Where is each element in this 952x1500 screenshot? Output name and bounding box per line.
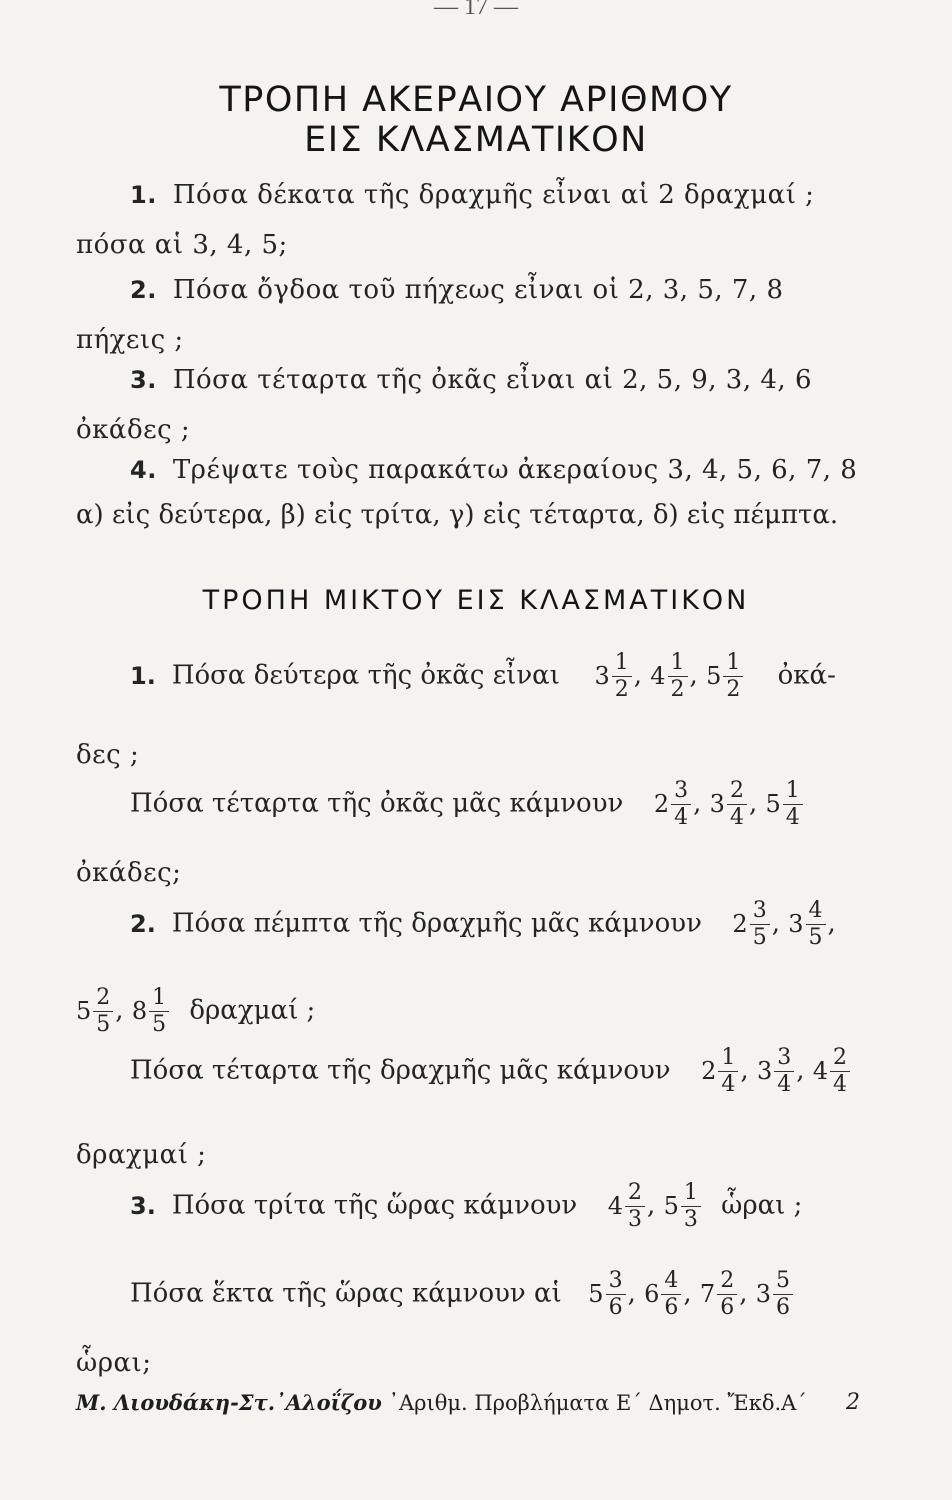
exercise-text: Πόσα τέταρτα τῆς δραχμῆς μᾶς κάμνουν (130, 1055, 671, 1086)
mixed-number: 3 $\frac{5}{6}$ (756, 1279, 795, 1309)
fraction: $\frac{2}{5}$ (93, 985, 113, 1038)
exercise-text: Πόσα ὄγδοα τοῦ πήχεως εἶναι οἱ 2, 3, 5, 7, 8 (172, 275, 784, 305)
exercise-2-line-1 (130, 275, 784, 305)
mixed-number: 2 $\frac{1}{4}$ (701, 1056, 740, 1086)
exercise-1-line-1 (130, 180, 814, 210)
exercise-3-line-1 (130, 365, 812, 395)
mixed-number: 6 $\frac{4}{6}$ (644, 1279, 683, 1309)
exercise-tail: ὧραι ; (721, 1190, 803, 1221)
exercise-4-line-1 (130, 455, 857, 485)
mixed-1b-line-2: ὀκάδες; (76, 858, 182, 888)
mixed-1-line-2: δες ; (76, 740, 140, 770)
footer-authors: Μ. Λιουδάκη-Στ.᾿Αλοΐζου (76, 1390, 382, 1415)
mixed-number: 3 $\frac{1}{2}$ (594, 661, 633, 691)
mixed-2-line-2: 5 $\frac{2}{5}$ , 8 $\frac{1}{5}$ δραχμαί ; (76, 985, 316, 1037)
fraction: $\frac{2}{4}$ (830, 1045, 850, 1098)
fraction: $\frac{1}{4}$ (783, 778, 803, 831)
page-number: — 17 — (434, 0, 518, 20)
exercise-3-line-2: ὀκάδες ; (76, 415, 191, 445)
mixed-number: 3 $\frac{4}{5}$ (788, 909, 827, 939)
fraction: $\frac{1}{2}$ (668, 650, 688, 703)
exercise-number: 4. (130, 456, 157, 484)
mixed-number: 5 $\frac{1}{4}$ (765, 789, 804, 819)
mixed-number: 4 $\frac{2}{4}$ (813, 1056, 852, 1086)
exercise-number: 2. (130, 276, 157, 304)
mixed-3b-line-1: Πόσα ἕκτα τῆς ὥρας κάμνουν αἱ 5 $\frac{3}{6}$ , 6 $\frac{4}{6}$ , 7 $\frac{2}{6}$ , 3 $\frac{5}{6}$ (130, 1268, 795, 1321)
mixed-number: 5 $\frac{1}{2}$ (706, 661, 745, 691)
fraction: $\frac{2}{3}$ (625, 1180, 645, 1233)
exercise-2-line-2: πήχεις ; (76, 325, 184, 355)
mixed-3b-line-2: ὧραι; (76, 1348, 152, 1378)
mixed-2b-line-2: δραχμαί ; (76, 1140, 207, 1170)
exercise-number: 2. (130, 909, 156, 938)
mixed-2-line-1: 2. Πόσα πέμπτα τῆς δραχμῆς μᾶς κάμνουν 2 $\frac{3}{5}$ , 3 $\frac{4}{5}$ , (130, 898, 836, 950)
fraction: $\frac{1}{3}$ (681, 1180, 701, 1233)
mixed-2b-line-1: Πόσα τέταρτα τῆς δραχμῆς μᾶς κάμνουν 2 $\frac{1}{4}$ , 3 $\frac{3}{4}$ , 4 $\frac{2}{4}$ (130, 1045, 852, 1098)
exercise-number: 3. (130, 1191, 156, 1220)
mixed-number: 5 $\frac{1}{3}$ (664, 1191, 703, 1221)
fraction: $\frac{3}{4}$ (774, 1045, 794, 1098)
section-title-mixed: ΤΡΟΠΗ ΜΙΚΤΟΥ ΕΙΣ ΚΛΑΣΜΑΤΙΚΟΝ (202, 585, 750, 616)
exercise-tail: δραχμαί ; (189, 995, 316, 1026)
mixed-3-line-1: 3. Πόσα τρίτα τῆς ὥρας κάμνουν 4 $\frac{2}{3}$ , 5 $\frac{1}{3}$ ὧραι ; (130, 1180, 803, 1232)
fraction: $\frac{1}{5}$ (149, 985, 169, 1038)
exercise-text: Τρέψατε τοὺς παρακάτω ἀκεραίους 3, 4, 5, 6, 7, 8 (172, 455, 858, 485)
mixed-number: 5 $\frac{3}{6}$ (588, 1279, 627, 1309)
exercise-1-line-2: πόσα αἱ 3, 4, 5; (76, 230, 288, 260)
mixed-number: 4 $\frac{1}{2}$ (650, 661, 689, 691)
mixed-number: 4 $\frac{2}{3}$ (608, 1191, 647, 1221)
fraction: $\frac{4}{6}$ (661, 1268, 681, 1321)
mixed-number: 7 $\frac{2}{6}$ (700, 1279, 739, 1309)
exercise-4-line-2: α) εἰς δεύτερα, β) εἰς τρίτα, γ) εἰς τέταρτα, δ) εἰς πέμπτα. (76, 500, 839, 530)
exercise-text: Πόσα δέκατα τῆς δραχμῆς εἶναι αἱ 2 δραχμαί ; (172, 180, 815, 210)
footer-title: ᾿Αριθμ. Προβλήματα Ε΄ Δημοτ. Ἔκδ.Α΄ (388, 1391, 807, 1415)
fraction: $\frac{2}{4}$ (727, 778, 747, 831)
mixed-number: 5 $\frac{2}{5}$ (76, 996, 115, 1026)
fraction: $\frac{3}{4}$ (671, 778, 691, 831)
mixed-number: 2 $\frac{3}{5}$ (732, 909, 771, 939)
title-line-1: ΤΡΟΠΗ ΑΚΕΡΑΙΟΥ ΑΡΙΘΜΟΥ (219, 80, 733, 120)
fraction: $\frac{5}{6}$ (773, 1268, 793, 1321)
fraction: $\frac{4}{5}$ (806, 898, 826, 951)
exercise-text: Πόσα τέταρτα τῆς ὀκᾶς μᾶς κάμνουν (130, 788, 624, 819)
exercise-tail: ὀκά- (777, 660, 836, 691)
fraction: $\frac{3}{5}$ (750, 898, 770, 951)
fraction: $\frac{1}{2}$ (612, 650, 632, 703)
exercise-number: 3. (130, 366, 157, 394)
fraction: $\frac{3}{6}$ (606, 1268, 626, 1321)
mixed-number: 3 $\frac{3}{4}$ (757, 1056, 796, 1086)
exercise-text: Πόσα πέμπτα τῆς δραχμῆς μᾶς κάμνουν (171, 908, 702, 939)
fraction: $\frac{2}{6}$ (717, 1268, 737, 1321)
fraction: $\frac{1}{2}$ (723, 650, 743, 703)
exercise-number: 1. (130, 661, 156, 690)
mixed-number: 3 $\frac{2}{4}$ (710, 789, 749, 819)
exercise-text: Πόσα τρίτα τῆς ὥρας κάμνουν (171, 1190, 578, 1221)
exercise-text: Πόσα ἕκτα τῆς ὥρας κάμνουν αἱ (130, 1278, 562, 1309)
fraction: $\frac{1}{4}$ (718, 1045, 738, 1098)
mixed-number: 2 $\frac{3}{4}$ (654, 789, 693, 819)
exercise-text: Πόσα τέταρτα τῆς ὀκᾶς εἶναι αἱ 2, 5, 9, 3, 4, 6 (172, 365, 812, 395)
mixed-1-line-1: 1. Πόσα δεύτερα τῆς ὀκᾶς εἶναι 3 $\frac{1}{2}$ , 4 $\frac{1}{2}$ , 5 $\frac{1}{2}$ ὀκά- (130, 650, 836, 702)
footer-sheet-number: 2 (846, 1390, 860, 1415)
title-line-2: ΕΙΣ ΚΛΑΣΜΑΤΙΚΟΝ (304, 120, 648, 160)
mixed-1b-line-1: Πόσα τέταρτα τῆς ὀκᾶς μᾶς κάμνουν 2 $\frac{3}{4}$ , 3 $\frac{2}{4}$ , 5 $\frac{1}{4}$ (130, 778, 805, 831)
exercise-number: 1. (130, 181, 157, 209)
page-footer (76, 1390, 860, 1415)
mixed-number: 8 $\frac{1}{5}$ (132, 996, 171, 1026)
exercise-text: Πόσα δεύτερα τῆς ὀκᾶς εἶναι (171, 660, 560, 691)
